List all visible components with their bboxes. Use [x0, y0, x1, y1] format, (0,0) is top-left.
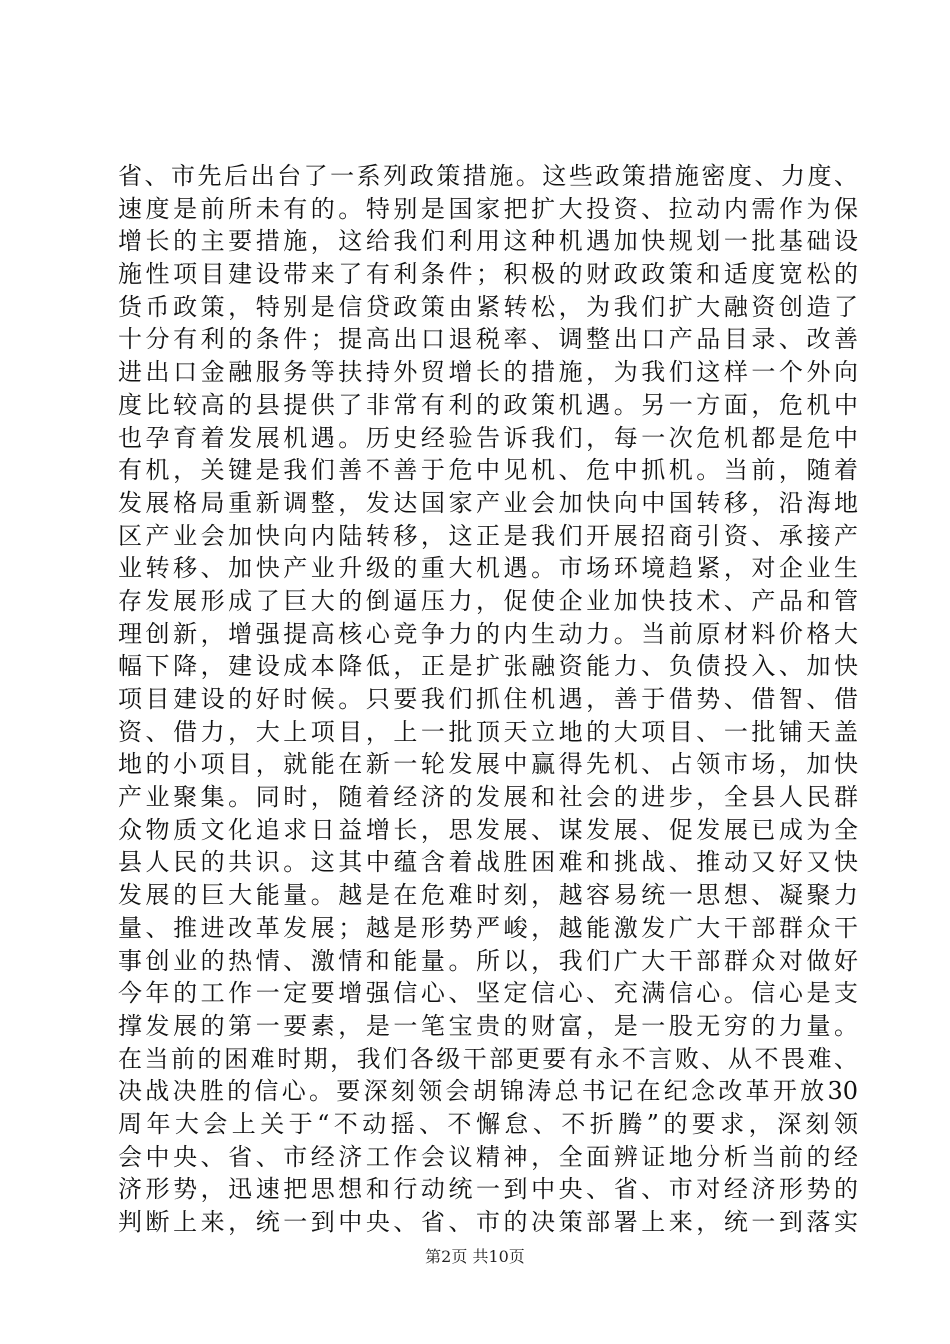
text-line: 也孕育着发展机遇。历史经验告诉我们，每一次危机都是危中: [118, 423, 858, 452]
text-line: 产业聚集。同时，随着经济的发展和社会的进步，全县人民群: [118, 783, 858, 812]
text-line: 发展格局重新调整，发达国家产业会加快向中国转移，沿海地: [118, 488, 858, 517]
text-line: 济形势，迅速把思想和行动统一到中央、省、市对经济形势的: [118, 1175, 858, 1204]
text-line: 有机，关键是我们善不善于危中见机、危中抓机。当前，随着: [118, 456, 858, 485]
text-line: 十分有利的条件；提高出口退税率、调整出口产品目录、改善: [118, 325, 858, 354]
text-line: 众物质文化追求日益增长，思发展、谋发展、促发展已成为全: [118, 815, 858, 844]
text-line: 县人民的共识。这其中蕴含着战胜困难和挑战、推动又好又快: [118, 848, 858, 877]
text-line: 区产业会加快向内陆转移，这正是我们开展招商引资、承接产: [118, 521, 858, 550]
text-line: 撑发展的第一要素，是一笔宝贵的财富，是一股无穷的力量。: [118, 1011, 858, 1040]
text-line: 资、借力，大上项目，上一批顶天立地的大项目、一批铺天盖: [118, 717, 858, 746]
text-line: 地的小项目，就能在新一轮发展中赢得先机、占领市场，加快: [118, 750, 858, 779]
text-line: 业转移、加快产业升级的重大机遇。市场环境趋紧，对企业生: [118, 554, 858, 583]
text-line: 量、推进改革发展；越是形势严峻，越能激发广大干部群众干: [118, 913, 858, 942]
text-line: 速度是前所未有的。特别是国家把扩大投资、拉动内需作为保: [118, 194, 858, 223]
text-line: 会中央、省、市经济工作会议精神，全面辨证地分析当前的经: [118, 1142, 858, 1171]
text-line: 存发展形成了巨大的倒逼压力，促使企业加快技术、产品和管: [118, 586, 858, 615]
text-line: 决战决胜的信心。要深刻领会胡锦涛总书记在纪念改革开放30: [118, 1077, 858, 1106]
body-text: [118, 160, 858, 1239]
text-line: 幅下降，建设成本降低，正是扩张融资能力、负债投入、加快: [118, 652, 858, 681]
text-line: 增长的主要措施，这给我们利用这种机遇加快规划一批基础设: [118, 227, 858, 256]
text-line: 货币政策，特别是信贷政策由紧转松，为我们扩大融资创造了: [118, 292, 858, 321]
text-line: 进出口金融服务等扶持外贸增长的措施，为我们这样一个外向: [118, 358, 858, 387]
page-number-footer: 第2页 共10页: [425, 1247, 525, 1266]
text-line: 在当前的困难时期，我们各级干部更要有永不言败、从不畏难、: [118, 1044, 858, 1073]
text-line: 判断上来，统一到中央、省、市的决策部署上来，统一到落实: [118, 1208, 858, 1236]
text-line: 理创新，增强提高核心竞争力的内生动力。当前原材料价格大: [118, 619, 858, 648]
text-line: 今年的工作一定要增强信心、坚定信心、充满信心。信心是支: [118, 979, 858, 1008]
text-line: 施性项目建设带来了有利条件；积极的财政政策和适度宽松的: [118, 260, 858, 289]
text-line: 度比较高的县提供了非常有利的政策机遇。另一方面，危机中: [118, 390, 858, 419]
text-line: 省、市先后出台了一系列政策措施。这些政策措施密度、力度、: [118, 162, 858, 190]
text-line: 周年大会上关于“不动摇、不懈怠、不折腾”的要求，深刻领: [118, 1109, 858, 1138]
text-line: 项目建设的好时候。只要我们抓住机遇，善于借势、借智、借: [118, 685, 858, 713]
text-line: 事创业的热情、激情和能量。所以，我们广大干部群众对做好: [118, 946, 858, 975]
text-line: 发展的巨大能量。越是在危难时刻，越容易统一思想、凝聚力: [118, 881, 858, 910]
